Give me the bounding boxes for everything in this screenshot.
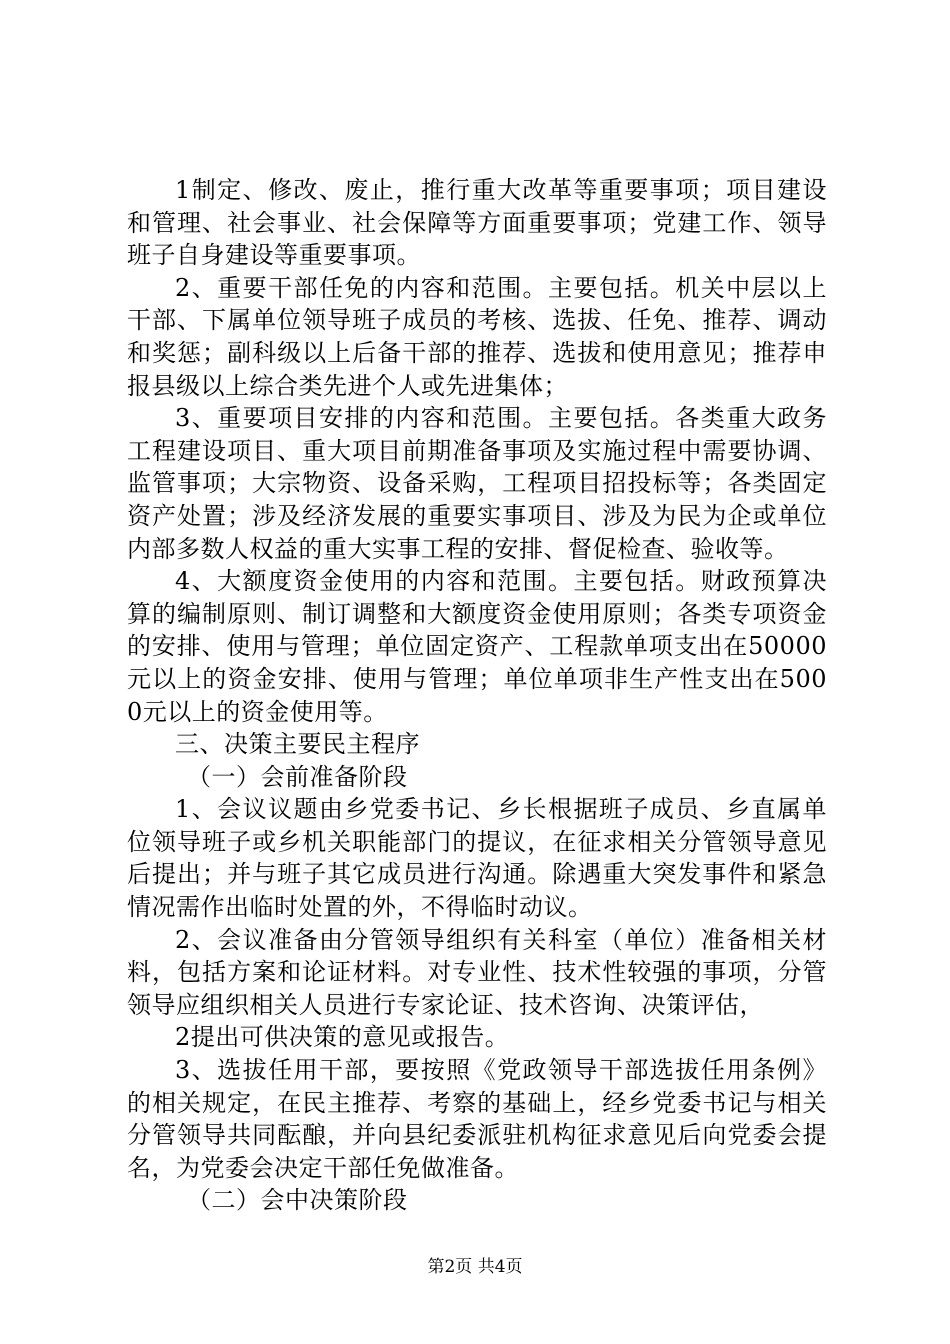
paragraph-important-projects: 3、重要项目安排的内容和范围。主要包括。各类重大政务工程建设项目、重大项目前期准备事项及实施过程中需要协调、监管事项；大宗物资、设备采购，工程项目招投标等；各类固定资产处置；涉及经济发展的重要实事项目、涉及为民为企或单位内部多数人权益的重大实事工程的安排、督促检查、验收等。 [127, 404, 827, 563]
section-heading-procedure: 三、决策主要民主程序 [175, 730, 420, 759]
document-body [127, 174, 827, 1217]
page-footer: 第2页 共4页 [427, 1257, 523, 1277]
paragraph-cadre-selection: 3、选拔任用干部，要按照《党政领导干部选拔任用条例》的相关规定，在民主推荐、考察的基础上，经乡党委书记与相关分管领导共同酝酿，并向县纪委派驻机构征求意见后向党委会提名，为党委会决定干部任免做准备。 [127, 1056, 827, 1182]
paragraph-important-cadre: 2、重要干部任免的内容和范围。主要包括。机关中层以上干部、下属单位领导班子成员的考核、选拔、任免、推荐、调动和奖惩；副科级以上后备干部的推荐、选拔和使用意见；推荐申报县级以上综合类先进个人或先进集体； [127, 273, 827, 400]
paragraph-meeting-preparation: 2、会议准备由分管领导组织有关科室（单位）准备相关材料，包括方案和论证材料。对专业性、技术性较强的事项，分管领导应组织相关人员进行专家论证、技术咨询、决策评估， [127, 925, 827, 1019]
paragraph-opinion-report: 2提出可供决策的意见或报告。 [175, 1023, 510, 1052]
subsection-heading-preparation: （一）会前准备阶段 [187, 762, 408, 791]
paragraph-meeting-topics: 1、会议议题由乡党委书记、乡长根据班子成员、乡直属单位领导班子或乡机关职能部门的提议，在征求相关分管领导意见后提出；并与班子其它成员进行沟通。除遇重大突发事件和紧急情况需作出临时处置的外，不得临时动议。 [127, 795, 827, 922]
paragraph-item-1: 1制定、修改、废止，推行重大改革等重要事项；项目建设和管理、社会事业、社会保障等方面重要事项；党建工作、领导班子自身建设等重要事项。 [127, 176, 827, 270]
paragraph-large-funds: 4、大额度资金使用的内容和范围。主要包括。财政预算决算的编制原则、制订调整和大额度资金使用原则；各类专项资金的安排、使用与管理；单位固定资产、工程款单项支出在50000元以上的资金安排、使用与管理；单位单项非生产性支出在5000元以上的资金使用等。 [127, 567, 827, 726]
subsection-heading-decision: （二）会中决策阶段 [187, 1186, 408, 1215]
